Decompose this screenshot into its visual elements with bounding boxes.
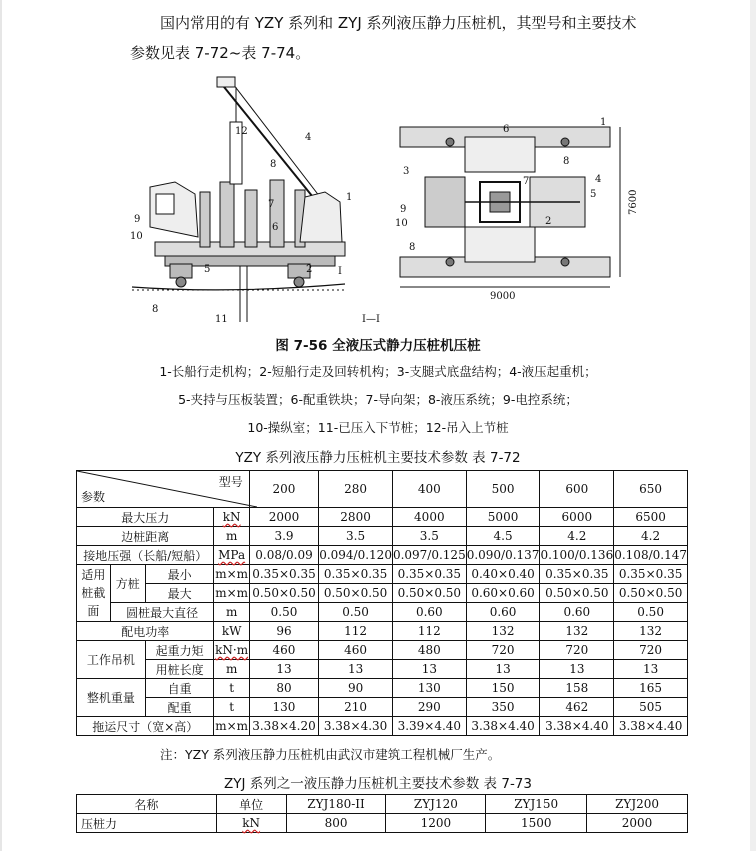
cell: 0.35×0.35 bbox=[249, 565, 318, 584]
row-label: 自重 bbox=[145, 679, 214, 698]
cell: 165 bbox=[614, 679, 688, 698]
table-row bbox=[77, 622, 688, 641]
cell: 0.08/0.09 bbox=[249, 546, 318, 565]
cell: 0.60 bbox=[540, 603, 614, 622]
row-label: 最小 bbox=[145, 565, 214, 584]
col-header: ZYJ200 bbox=[587, 795, 688, 814]
row-label: 最大压力 bbox=[77, 508, 214, 527]
table72-note: 注：YZY 系列液压静力压桩机由武汉市建筑工程机械厂生产。 bbox=[160, 747, 501, 762]
cell: 4.5 bbox=[466, 527, 540, 546]
plan-label-7: 7 bbox=[523, 176, 530, 187]
cell: 0.50 bbox=[319, 603, 393, 622]
row-unit: t bbox=[214, 679, 249, 698]
cell: 0.108/0.147 bbox=[614, 546, 688, 565]
table72-corner-top: 型号 bbox=[218, 475, 243, 489]
row-label: 配重 bbox=[145, 698, 214, 717]
row-unit: MPa bbox=[214, 546, 249, 565]
cell: 210 bbox=[319, 698, 393, 717]
fig-label-section-mark: I bbox=[338, 266, 342, 277]
cell: 3.5 bbox=[319, 527, 393, 546]
row-unit: m×m bbox=[214, 584, 249, 603]
cell: 132 bbox=[540, 622, 614, 641]
cell: 150 bbox=[466, 679, 540, 698]
cell: 6500 bbox=[614, 508, 688, 527]
cell: 4000 bbox=[392, 508, 466, 527]
fig-label-6: 6 bbox=[272, 222, 279, 233]
cell: 0.50×0.50 bbox=[540, 584, 614, 603]
cell: 13 bbox=[614, 660, 688, 679]
cell: 13 bbox=[392, 660, 466, 679]
fig-label-12: 12 bbox=[235, 126, 248, 137]
table-row bbox=[77, 603, 688, 622]
cell: 13 bbox=[319, 660, 393, 679]
model-header: 650 bbox=[614, 471, 688, 508]
cell: 0.35×0.35 bbox=[540, 565, 614, 584]
table-row bbox=[77, 546, 688, 565]
plan-view-drawing bbox=[395, 117, 639, 302]
cell: 4.2 bbox=[540, 527, 614, 546]
table-row bbox=[77, 679, 688, 698]
model-header: 200 bbox=[249, 471, 318, 508]
cell: 96 bbox=[249, 622, 318, 641]
cell: 4.2 bbox=[614, 527, 688, 546]
side-elevation-drawing bbox=[130, 77, 380, 325]
cell: 0.35×0.35 bbox=[392, 565, 466, 584]
row-unit: t bbox=[214, 698, 249, 717]
cell: 3.38×4.40 bbox=[540, 717, 614, 736]
fig-label-1: 1 bbox=[346, 192, 353, 203]
row-unit: m bbox=[214, 527, 249, 546]
table72-corner-bottom: 参数 bbox=[81, 490, 106, 504]
plan-label-10: 10 bbox=[395, 218, 408, 229]
cell: 13 bbox=[249, 660, 318, 679]
table-row bbox=[77, 814, 688, 833]
cell: 0.60 bbox=[466, 603, 540, 622]
fig-section-label: I—I bbox=[362, 314, 380, 325]
cell: 158 bbox=[540, 679, 614, 698]
cell: 290 bbox=[392, 698, 466, 717]
cell: 112 bbox=[319, 622, 393, 641]
row-unit: kN bbox=[216, 814, 286, 833]
row-unit: m bbox=[214, 603, 249, 622]
cell: 460 bbox=[319, 641, 393, 660]
cell: 2800 bbox=[319, 508, 393, 527]
cell: 0.60×0.60 bbox=[466, 584, 540, 603]
cell: 1200 bbox=[386, 814, 486, 833]
fig-label-2: 2 bbox=[306, 264, 313, 275]
cell: 3.38×4.40 bbox=[614, 717, 688, 736]
cell: 0.50 bbox=[249, 603, 318, 622]
cell: 130 bbox=[392, 679, 466, 698]
row-label: 拖运尺寸（宽×高） bbox=[77, 717, 214, 736]
cell: 720 bbox=[614, 641, 688, 660]
row-label: 起重力矩 bbox=[145, 641, 214, 660]
cell: 3.39×4.40 bbox=[392, 717, 466, 736]
plan-label-1: 1 bbox=[600, 117, 607, 128]
cell: 3.38×4.20 bbox=[249, 717, 318, 736]
cell: 3.38×4.30 bbox=[319, 717, 393, 736]
row-unit: kN bbox=[214, 508, 249, 527]
row-label: 最大 bbox=[145, 584, 214, 603]
fig-label-11: 11 bbox=[215, 314, 228, 325]
model-header: 500 bbox=[466, 471, 540, 508]
cell: 0.50 bbox=[614, 603, 688, 622]
model-header: 280 bbox=[319, 471, 393, 508]
cell: 460 bbox=[249, 641, 318, 660]
cell: 6000 bbox=[540, 508, 614, 527]
row-unit: m×m bbox=[214, 565, 249, 584]
cell: 132 bbox=[614, 622, 688, 641]
cell: 112 bbox=[392, 622, 466, 641]
cell: 0.50×0.50 bbox=[249, 584, 318, 603]
col-header: ZYJ120 bbox=[386, 795, 486, 814]
figure-legend-line-2: 5-夹持与压板装置；6-配重铁块；7-导向架；8-液压系统；9-电控系统； bbox=[178, 392, 578, 407]
cell: 350 bbox=[466, 698, 540, 717]
col-header: ZYJ150 bbox=[486, 795, 587, 814]
table72-corner-cell bbox=[77, 471, 250, 508]
table73-title: ZYJ 系列之一液压静力压桩机主要技术参数 表 7-73 bbox=[224, 776, 532, 792]
fig-label-10: 10 bbox=[130, 231, 143, 242]
row-unit: m×m bbox=[214, 717, 249, 736]
plan-label-3: 3 bbox=[403, 166, 410, 177]
row-unit: kW bbox=[214, 622, 249, 641]
col-header: ZYJ180-II bbox=[286, 795, 386, 814]
plan-label-5: 5 bbox=[590, 189, 597, 200]
fig-label-8b: 8 bbox=[152, 304, 159, 315]
cell: 0.097/0.125 bbox=[392, 546, 466, 565]
fig-dim-width: 9000 bbox=[490, 291, 516, 302]
table-row bbox=[77, 717, 688, 736]
cell: 0.35×0.35 bbox=[614, 565, 688, 584]
plan-label-8b: 8 bbox=[409, 242, 416, 253]
model-header: 600 bbox=[540, 471, 614, 508]
table-row bbox=[77, 527, 688, 546]
cell: 720 bbox=[466, 641, 540, 660]
cell: 0.50×0.50 bbox=[614, 584, 688, 603]
cell: 0.60 bbox=[392, 603, 466, 622]
figure-legend-line-1: 1-长船行走机构；2-短船行走及回转机构；3-支腿式底盘结构；4-液压起重机； bbox=[159, 364, 597, 379]
cell: 80 bbox=[249, 679, 318, 698]
cell: 1500 bbox=[486, 814, 587, 833]
cell: 2000 bbox=[249, 508, 318, 527]
table72 bbox=[76, 470, 688, 736]
fig-label-9: 9 bbox=[134, 214, 141, 225]
row-label: 边桩距离 bbox=[77, 527, 214, 546]
cell: 13 bbox=[466, 660, 540, 679]
table-row bbox=[77, 584, 688, 603]
table-row bbox=[77, 641, 688, 660]
cell: 800 bbox=[286, 814, 386, 833]
figure-legend-line-3: 10-操纵室；11-已压入下节桩；12-吊入上节桩 bbox=[247, 420, 509, 435]
plan-label-2: 2 bbox=[545, 216, 552, 227]
row-label: 用桩长度 bbox=[145, 660, 214, 679]
row-unit: m bbox=[214, 660, 249, 679]
plan-label-8: 8 bbox=[563, 156, 570, 167]
figure-title: 图 7-56 全液压式静力压桩机压桩 bbox=[275, 338, 481, 354]
fig-label-5: 5 bbox=[204, 264, 211, 275]
table-row bbox=[77, 565, 688, 584]
fig-label-4: 4 bbox=[305, 132, 312, 143]
cell: 90 bbox=[319, 679, 393, 698]
cell: 0.35×0.35 bbox=[319, 565, 393, 584]
fig-dim-height: 7600 bbox=[628, 189, 639, 215]
col-header: 名称 bbox=[77, 795, 217, 814]
cell: 5000 bbox=[466, 508, 540, 527]
fig-label-8: 8 bbox=[270, 159, 277, 170]
group-label-square: 方桩 bbox=[110, 565, 145, 603]
cell: 13 bbox=[540, 660, 614, 679]
cell: 462 bbox=[540, 698, 614, 717]
cell: 0.094/0.120 bbox=[319, 546, 393, 565]
table72-title: YZY 系列液压静力压桩机主要技术参数 表 7-72 bbox=[235, 450, 521, 466]
table-row bbox=[77, 660, 688, 679]
plan-label-4: 4 bbox=[595, 174, 602, 185]
cell: 505 bbox=[614, 698, 688, 717]
plan-label-6: 6 bbox=[503, 124, 510, 135]
cell: 0.40×0.40 bbox=[466, 565, 540, 584]
cell: 0.100/0.136 bbox=[540, 546, 614, 565]
group-label-crane: 工作吊机 bbox=[77, 641, 146, 679]
col-header: 单位 bbox=[216, 795, 286, 814]
cell: 3.38×4.40 bbox=[466, 717, 540, 736]
row-label: 圆桩最大直径 bbox=[110, 603, 214, 622]
fig-label-7: 7 bbox=[268, 199, 275, 210]
cell: 3.5 bbox=[392, 527, 466, 546]
cell: 0.090/0.137 bbox=[466, 546, 540, 565]
table73 bbox=[76, 794, 688, 833]
row-label: 配电功率 bbox=[77, 622, 214, 641]
group-label-section: 适用桩截面 bbox=[77, 565, 111, 622]
cell: 2000 bbox=[587, 814, 688, 833]
cell: 0.50×0.50 bbox=[319, 584, 393, 603]
cell: 720 bbox=[540, 641, 614, 660]
cell: 480 bbox=[392, 641, 466, 660]
cell: 3.9 bbox=[249, 527, 318, 546]
group-label-weight: 整机重量 bbox=[77, 679, 146, 717]
cell: 132 bbox=[466, 622, 540, 641]
plan-label-9: 9 bbox=[400, 204, 407, 215]
intro-paragraph: 国内常用的有 YZY 系列和 ZYJ 系列液压静力压桩机，其型号和主要技术参数见表 7-72~表 7-74。 bbox=[130, 14, 637, 62]
model-header: 400 bbox=[392, 471, 466, 508]
row-label: 压桩力 bbox=[77, 814, 217, 833]
cell: 0.50×0.50 bbox=[392, 584, 466, 603]
cell: 130 bbox=[249, 698, 318, 717]
table-header-row bbox=[77, 795, 688, 814]
table-row bbox=[77, 508, 688, 527]
pile-driver-figure bbox=[120, 72, 640, 332]
row-unit: kN·m bbox=[214, 641, 249, 660]
row-label: 接地压强（长船/短船） bbox=[77, 546, 214, 565]
table-row bbox=[77, 698, 688, 717]
